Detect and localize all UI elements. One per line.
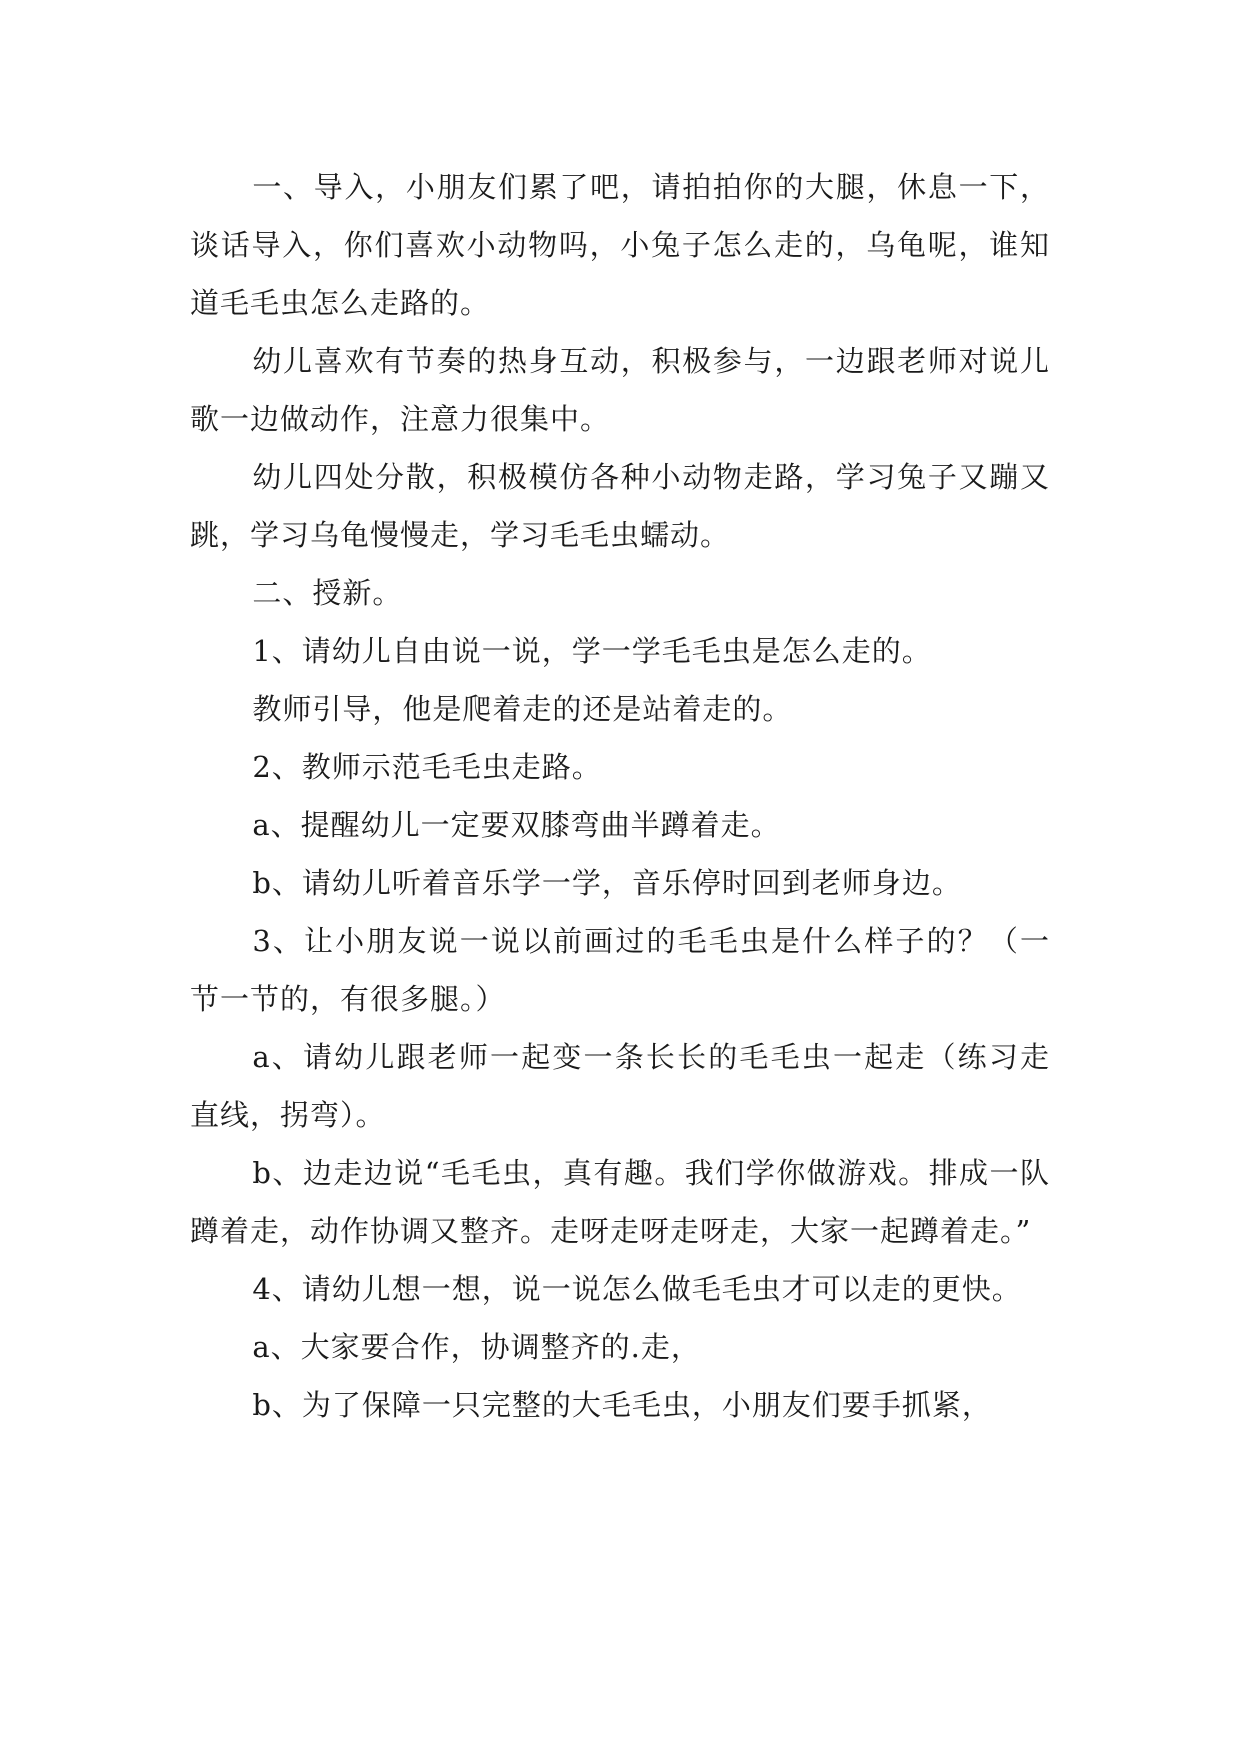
paragraph-step-3: 3、让小朋友说一说以前画过的毛毛虫是什么样子的？（一节一节的，有很多腿。） [190,924,1050,1016]
paragraph-teacher-guide: 教师引导，他是爬着走的还是站着走的。 [252,692,793,726]
paragraph-step-1: 1、请幼儿自由说一说，学一学毛毛虫是怎么走的。 [252,634,932,668]
section-heading-new-lesson: 二、授新。 [252,576,403,610]
paragraph-intro: 一、导入，小朋友们累了吧，请拍拍你的大腿，休息一下，谈话导入，你们喜欢小动物吗，小兔子怎么走的，乌龟呢，谁知道毛毛虫怎么走路的。 [190,170,1050,320]
paragraph-step-3b: b、边走边说“毛毛虫，真有趣。我们学你做游戏。排成一队蹲着走，动作协调又整齐。走呀走呀走呀走，大家一起蹲着走。” [190,1156,1050,1248]
paragraph-warmup-observation: 幼儿喜欢有节奏的热身互动，积极参与，一边跟老师对说儿歌一边做动作，注意力很集中。 [190,344,1050,436]
paragraph-step-2a: a、提醒幼儿一定要双膝弯曲半蹲着走。 [252,808,781,842]
paragraph-step-4: 4、请幼儿想一想，说一说怎么做毛毛虫才可以走的更快。 [252,1272,1022,1306]
document-body [190,158,1050,1434]
paragraph-imitation-observation: 幼儿四处分散，积极模仿各种小动物走路，学习兔子又蹦又跳，学习乌龟慢慢走，学习毛毛虫蠕动。 [190,460,1050,552]
paragraph-step-3a: a、请幼儿跟老师一起变一条长长的毛毛虫一起走（练习走直线，拐弯）。 [190,1040,1050,1132]
paragraph-step-4b: b、为了保障一只完整的大毛毛虫，小朋友们要手抓紧， [252,1388,992,1422]
paragraph-step-2: 2、教师示范毛毛虫走路。 [252,750,602,784]
paragraph-step-4a: a、大家要合作，协调整齐的.走， [252,1330,701,1364]
paragraph-step-2b: b、请幼儿听着音乐学一学，音乐停时回到老师身边。 [252,866,962,900]
